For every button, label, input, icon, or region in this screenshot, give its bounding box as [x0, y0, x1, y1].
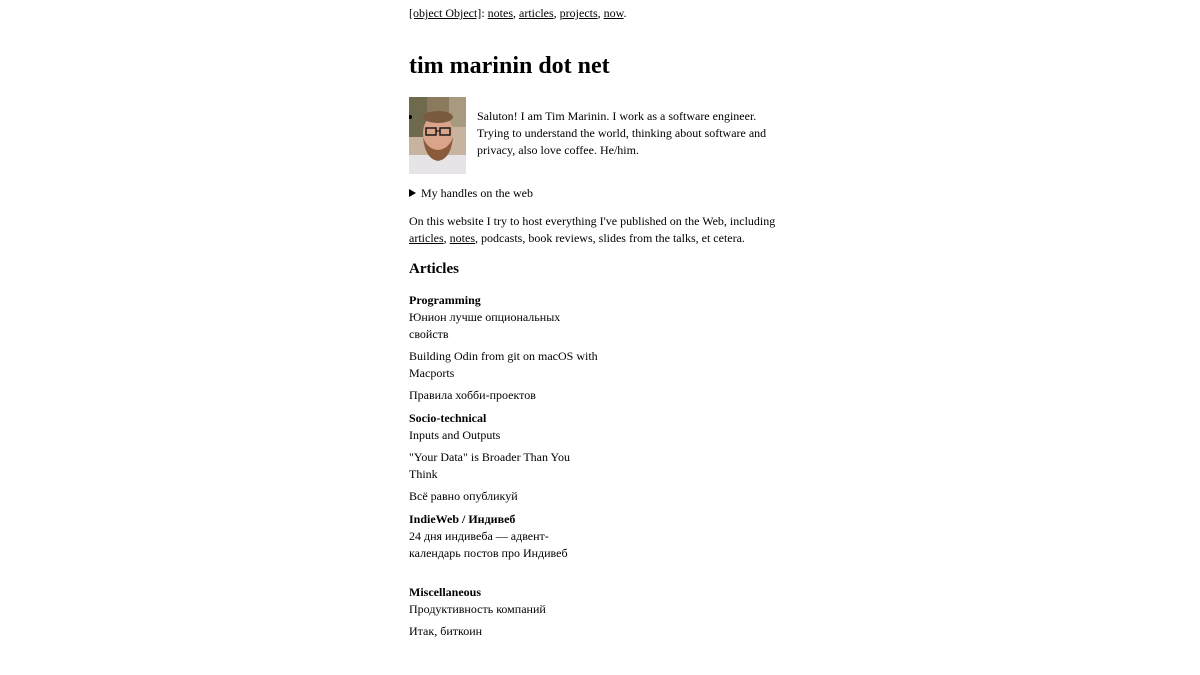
article-link[interactable]: 24 дня индивеба — адвент-календарь постов про Индивеб — [409, 529, 568, 560]
avatar — [409, 97, 466, 174]
handles-summary-label: My handles on the web — [421, 186, 533, 200]
section-socio-technical — [409, 410, 609, 505]
article-link[interactable]: Юнион лучше опциональных свойств — [409, 310, 561, 341]
section-miscellaneous — [409, 584, 609, 640]
avatar-photo-icon — [409, 97, 466, 174]
nav-separator: , — [513, 6, 519, 20]
bio-line-2: Trying to understand the world, thinking about software and privacy, also love coffee. He/him. — [477, 126, 767, 157]
intro-text: On this website I try to host everything I've published on the Web, including — [409, 214, 776, 228]
nav-link-notes[interactable]: notes — [487, 6, 513, 20]
section-programming — [409, 292, 609, 404]
article-link[interactable]: "Your Data" is Broader Than You Think — [409, 450, 571, 481]
section-indieweb — [409, 511, 609, 562]
nav-link-articles[interactable]: articles — [519, 6, 554, 20]
bio-text — [477, 108, 807, 159]
section-title: Miscellaneous — [409, 585, 481, 599]
page-title: tim marinin dot net — [409, 53, 610, 79]
intro-link-articles[interactable]: articles — [409, 231, 444, 245]
article-link[interactable]: Итак, биткоин — [409, 624, 483, 638]
disclosure-triangle-icon — [409, 189, 416, 197]
bio-line-1: Saluton! I am Tim Marinin. I work as a software engineer. — [477, 109, 757, 123]
section-title: IndieWeb / Индивеб — [409, 512, 516, 526]
handles-disclosure[interactable] — [409, 186, 533, 201]
nav-separator: , — [553, 6, 560, 20]
section-title: Programming — [409, 293, 481, 307]
intro-comma: , — [443, 231, 450, 245]
article-link[interactable]: Продуктивность компаний — [409, 602, 546, 616]
intro-paragraph — [409, 213, 801, 247]
nav-home-link[interactable]: [object Object] — [409, 6, 482, 20]
nav-colon: : — [481, 6, 488, 20]
article-link[interactable]: Inputs and Outputs — [409, 428, 501, 442]
articles-heading: Articles — [409, 261, 459, 277]
intro-link-notes[interactable]: notes — [449, 231, 475, 245]
article-link[interactable]: Building Odin from git on macOS with Macports — [409, 349, 598, 380]
nav-period: . — [623, 6, 627, 20]
article-link[interactable]: Всё равно опубликуй — [409, 489, 518, 503]
nav-link-now[interactable]: now — [603, 6, 624, 20]
nav-separator: , — [597, 6, 604, 20]
nav-link-projects[interactable]: projects — [559, 6, 598, 20]
article-link[interactable]: Правила хобби-проектов — [409, 388, 536, 402]
section-title: Socio-technical — [409, 411, 487, 425]
top-nav — [409, 6, 627, 21]
intro-text-end: , podcasts, book reviews, slides from the talks, et cetera. — [475, 231, 745, 245]
